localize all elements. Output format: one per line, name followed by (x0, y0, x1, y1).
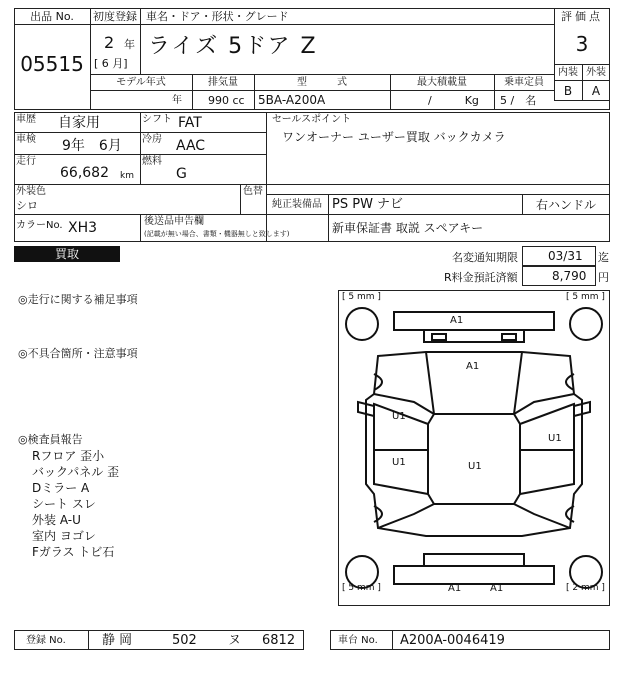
tire-depth-front-right: [ 5 mm ] (566, 292, 605, 302)
exterior-color-label: 外装色 (16, 186, 46, 197)
inspector-label: ◎検査員報告 (18, 433, 83, 446)
fuel: G (176, 166, 187, 182)
documents: 新車保証書 取説 スペアキー (332, 221, 484, 235)
name-change-unit: 迄 (598, 251, 609, 264)
capacity: 5 / 名 (500, 94, 537, 107)
car-name: ライズ 5ドア Z (148, 34, 318, 59)
max-load: / Kg (428, 94, 479, 107)
fuel-label: 燃料 (142, 156, 162, 167)
first-reg-year: 2 (104, 33, 115, 52)
shift-label: シフト (142, 114, 172, 125)
mark-hood: A1 (466, 361, 480, 372)
post-delivery-note: (記載が無い場合、書類・機器無しと致します) (144, 230, 290, 238)
history: 自家用 (58, 115, 100, 131)
shift: FAT (178, 115, 202, 131)
car-name-label: 車名・ドア・形状・グレード (146, 10, 289, 23)
mark-right-side: U1 (548, 433, 562, 444)
type-value: 5BA-A200A (258, 93, 326, 107)
capacity-label: 乗車定員 (504, 77, 544, 88)
inspector-item: シート スレ (32, 497, 96, 511)
reg-area: 静 岡 (102, 633, 133, 648)
inspection-label: 車検 (16, 134, 36, 145)
reg-class: 502 (172, 633, 197, 648)
interior-label: 内装 (558, 67, 578, 78)
reg-no-label: 登録 No. (26, 635, 66, 646)
exterior-color: シロ (16, 199, 38, 212)
reg-number: 6812 (262, 633, 296, 648)
displacement: 990 cc (208, 94, 245, 107)
chassis-no: A200A-0046419 (400, 633, 505, 648)
mileage: 66,682 (60, 165, 109, 181)
ac-label: 冷房 (142, 134, 162, 145)
recycle-value: 8,790 (552, 269, 587, 283)
inspector-item: バックパネル 歪 (32, 465, 120, 479)
grade-value: 3 (575, 32, 589, 56)
first-reg-year-unit: 年 (124, 38, 135, 51)
color-no-label: カラーNo. (16, 220, 63, 231)
inspector-item: Rフロア 歪小 (32, 449, 105, 463)
post-delivery-label: 後送品申告欄 (144, 216, 204, 227)
grade-label: 評価点 (561, 10, 603, 23)
mark-left-front-door: U1 (392, 411, 406, 422)
first-reg-month: [ 6 月] (94, 57, 128, 70)
model-year-label: モデル年式 (116, 77, 166, 88)
tire-front-right (570, 308, 602, 340)
chassis-label: 車台 No. (338, 635, 378, 646)
defects-label: ◎不具合箇所・注意事項 (18, 347, 138, 360)
inspector-item: Dミラー A (32, 481, 90, 495)
mark-rear-bumper-left: A1 (448, 583, 462, 594)
tire-depth-front-left: [ 5 mm ] (342, 292, 381, 302)
mileage-label: 走行 (16, 156, 36, 167)
recycle-unit: 円 (598, 271, 609, 284)
type-label: 型 式 (297, 77, 347, 88)
genuine-equipment: PS PW ナビ (332, 197, 404, 212)
name-change-value: 03/31 (548, 249, 583, 263)
exterior-grade: A (591, 84, 601, 98)
first-reg-label: 初度登録 (93, 10, 137, 23)
inspector-list (32, 448, 119, 560)
color-change-label: 色替 (243, 186, 263, 197)
ac: AAC (176, 138, 206, 154)
max-load-label: 最大積載量 (417, 77, 467, 88)
genuine-equipment-label: 純正装備品 (272, 199, 322, 210)
recycle-label: R料金預託済額 (444, 271, 518, 284)
displacement-label: 排気量 (208, 77, 238, 88)
inspector-item: 外装 A-U (32, 513, 81, 527)
color-no: XH3 (68, 220, 98, 236)
tire-front-left (346, 308, 378, 340)
sales-point: ワンオーナー ユーザー買取 バックカメラ (282, 130, 506, 144)
car-outline (338, 290, 610, 606)
reg-kana: ヌ (228, 633, 242, 648)
tire-depth-rear-right: [ 2 mm ] (566, 583, 605, 593)
interior-grade: B (563, 84, 573, 98)
mark-rear-bumper-right: A1 (490, 583, 504, 594)
inspector-item: Fガラス トビ石 (32, 545, 115, 559)
tire-depth-rear-left: [ 5 mm ] (342, 583, 381, 593)
purchase-badge: 買取 (14, 246, 120, 262)
mark-front-bumper: A1 (450, 315, 464, 326)
inspector-item: 室内 ヨゴレ (32, 529, 96, 543)
history-label: 車歴 (16, 114, 36, 125)
model-year-unit: 年 (172, 95, 182, 106)
lot-no: 05515 (20, 52, 84, 76)
driving-notes-label: ◎走行に関する補足事項 (18, 293, 138, 306)
inspection: 9年 6月 (62, 138, 122, 154)
mark-left-rear-door: U1 (392, 457, 406, 468)
mark-roof: U1 (468, 461, 482, 472)
lot-no-label: 出品 No. (30, 10, 74, 23)
steering: 右ハンドル (535, 198, 596, 212)
mileage-unit: km (120, 171, 134, 181)
name-change-label: 名変通知期限 (452, 251, 518, 264)
exterior-label: 外装 (586, 67, 606, 78)
sales-point-label: セールスポイント (272, 114, 352, 125)
